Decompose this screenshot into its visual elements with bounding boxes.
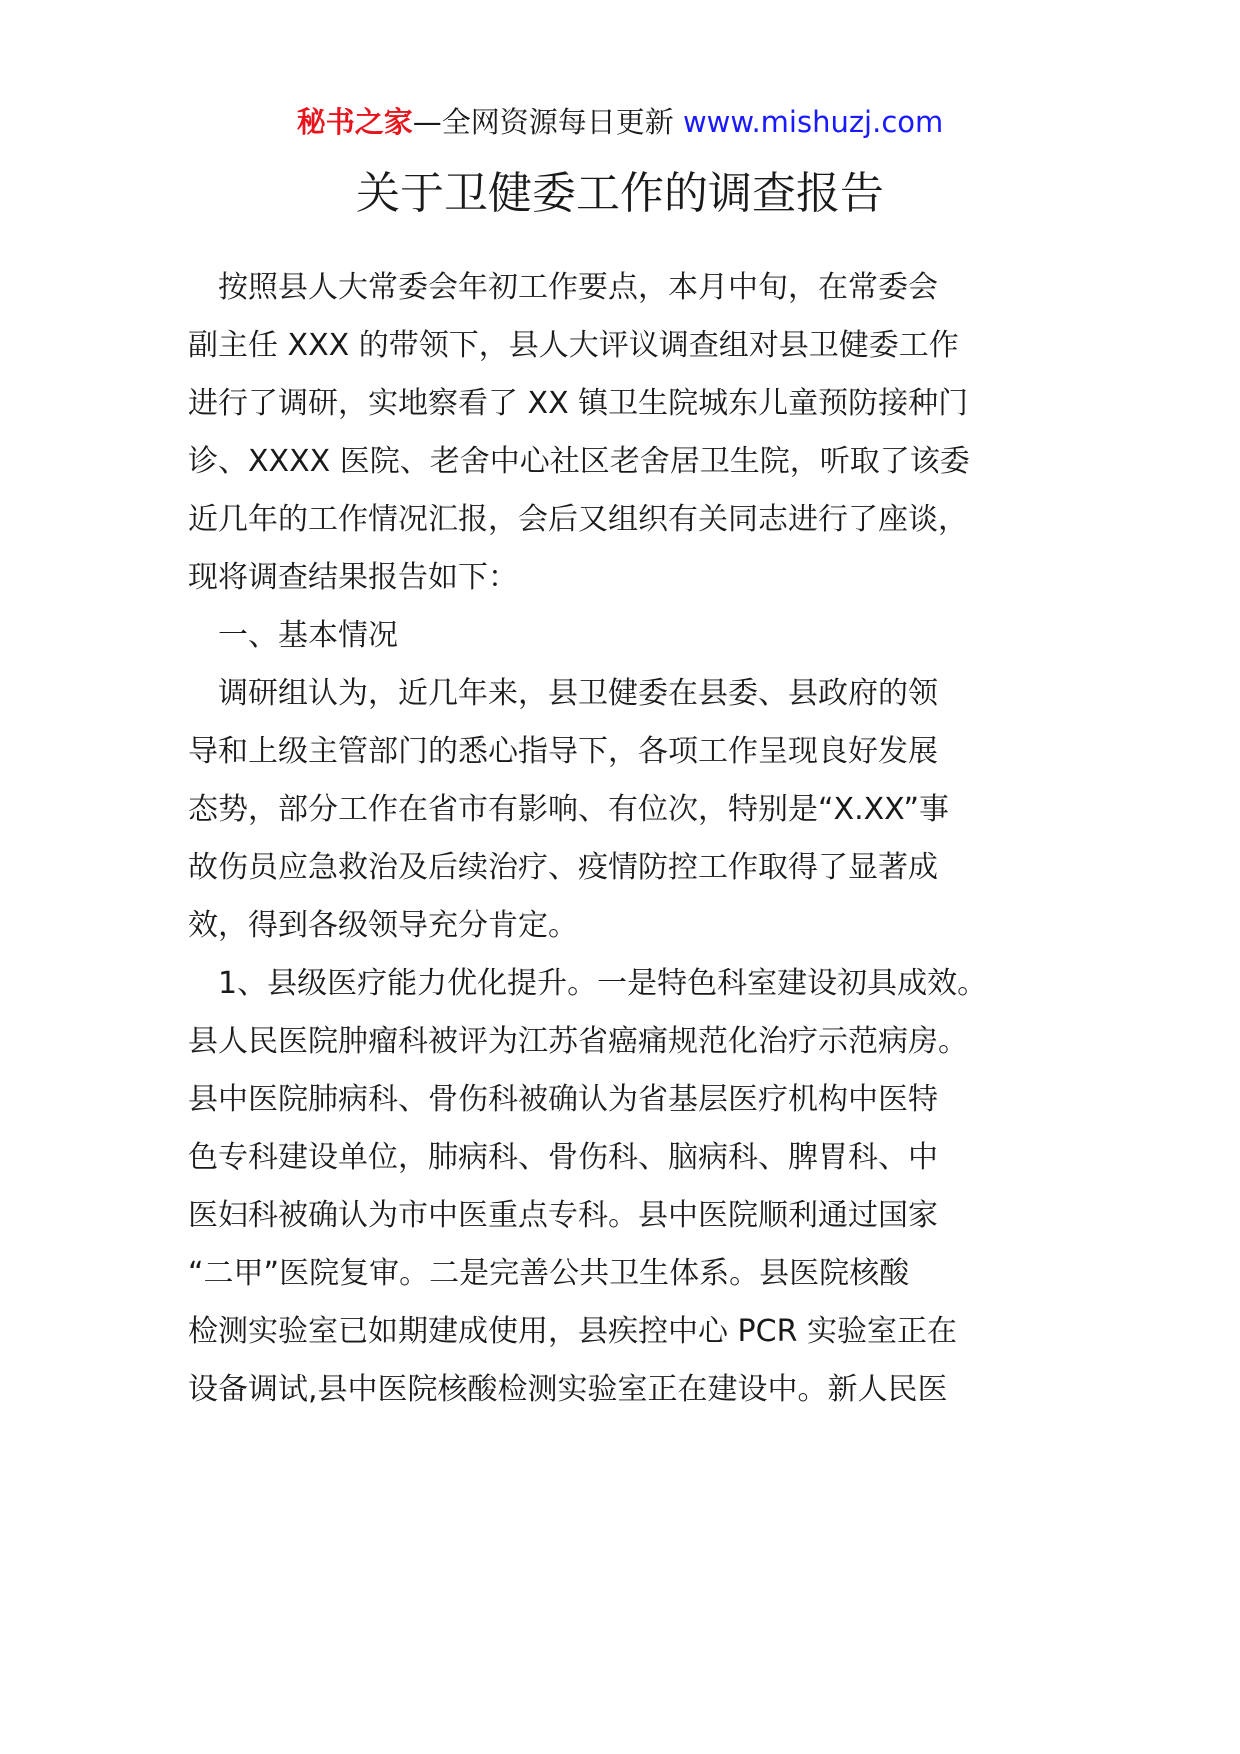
site-url-link[interactable]: www.mishuzj.com <box>682 105 944 139</box>
body-line: 县中医院肺病科、骨伤科被确认为省基层医疗机构中医特 <box>188 1082 938 1117</box>
brand-name: 秘书之家 <box>296 105 413 139</box>
body-line: 1、县级医疗能力优化提升。一是特色科室建设初具成效。 <box>188 966 988 1001</box>
body-line: 现将调查结果报告如下： <box>188 560 518 595</box>
body-line: 导和上级主管部门的悉心指导下，各项工作呈现良好发展 <box>188 734 938 769</box>
body-line: 副主任 XXX 的带领下，县人大评议调查组对县卫健委工作 <box>188 328 959 363</box>
body-line: 故伤员应急救治及后续治疗、疫情防控工作取得了显著成 <box>188 850 938 885</box>
section-heading: 一、基本情况 <box>188 618 398 653</box>
body-line: 近几年的工作情况汇报，会后又组织有关同志进行了座谈， <box>188 502 968 537</box>
body-line: 检测实验室已如期建成使用，县疾控中心 PCR 实验室正在 <box>188 1314 957 1349</box>
body-line: 按照县人大常委会年初工作要点，本月中旬，在常委会 <box>188 270 938 305</box>
body-line: 调研组认为，近几年来，县卫健委在县委、县政府的领 <box>188 676 938 711</box>
body-line: 色专科建设单位，肺病科、骨伤科、脑病科、脾胃科、中 <box>188 1140 938 1175</box>
document-title: 关于卫健委工作的调查报告 <box>356 168 884 219</box>
body-line: “二甲”医院复审。二是完善公共卫生体系。县医院核酸 <box>188 1256 910 1291</box>
body-line: 效，得到各级领导充分肯定。 <box>188 908 578 943</box>
body-line: 设备调试,县中医院核酸检测实验室正在建设中。新人民医 <box>188 1372 948 1407</box>
body-line: 进行了调研，实地察看了 XX 镇卫生院城东儿童预防接种门 <box>188 386 969 421</box>
body-line: 县人民医院肿瘤科被评为江苏省癌痛规范化治疗示范病房。 <box>188 1024 968 1059</box>
site-header <box>0 102 1240 142</box>
body-line: 医妇科被确认为市中医重点专科。县中医院顺利通过国家 <box>188 1198 938 1233</box>
header-tagline: —全网资源每日更新 <box>412 105 674 139</box>
body-line: 诊、XXXX 医院、老舍中心社区老舍居卫生院，听取了该委 <box>188 444 970 479</box>
body-line: 态势，部分工作在省市有影响、有位次，特别是“X.XX”事 <box>188 792 950 827</box>
